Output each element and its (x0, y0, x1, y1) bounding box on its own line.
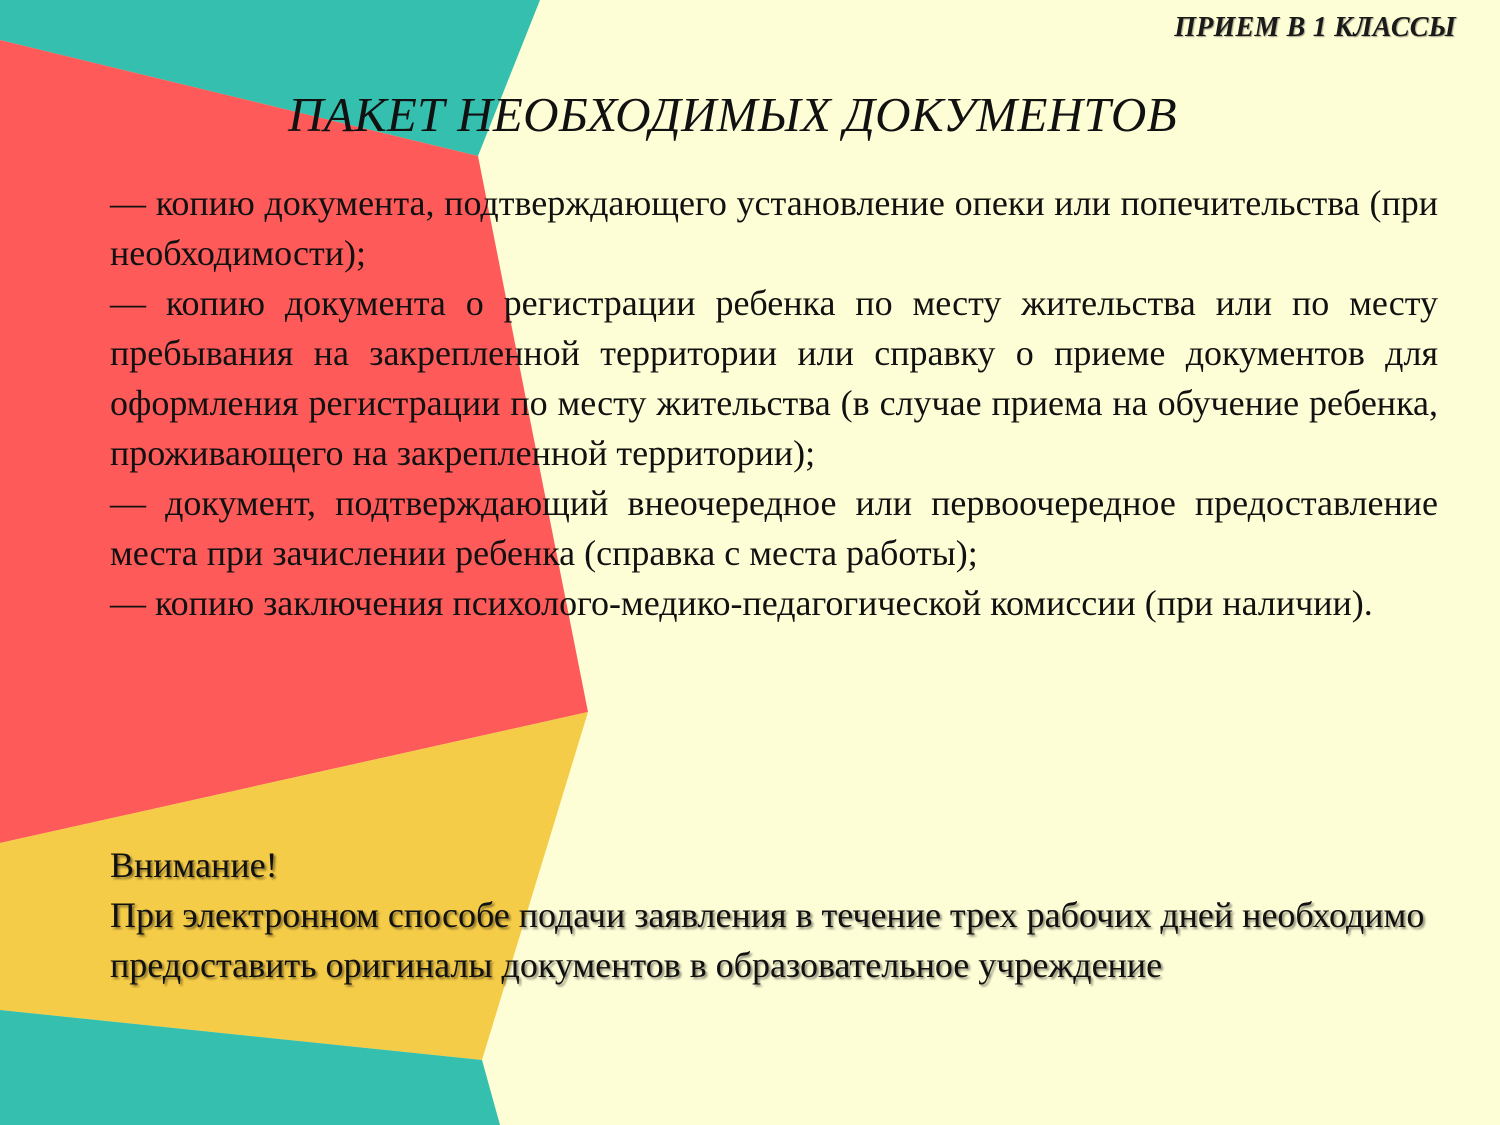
section-label: ПРИЕМ В 1 КЛАССЫ (1174, 12, 1456, 43)
notice-block (110, 840, 1450, 990)
notice-heading: Внимание! (110, 845, 278, 885)
notice-text: При электронном способе подачи заявления в течение трех рабочих дней необходимо предоставить оригиналы документов в образовательное учреждение (110, 895, 1425, 985)
document-item-priority: — документ, подтверждающий внеочередное или первоочередное предоставление места при зачислении ребенка (справка с места работы); (110, 483, 1438, 573)
document-item-registration: — копию документа о регистрации ребенка по месту жительства или по месту пребывания на закрепленной территории или справку о приеме документов для оформления регистрации по месту жительства (в случае приема на обучение ребенка, проживающего на закрепленной территории); (110, 283, 1438, 473)
document-list (110, 178, 1438, 628)
document-item-guardianship: — копию документа, подтверждающего установление опеки или попечительства (при необходимости); (110, 183, 1438, 273)
page-title: ПАКЕТ НЕОБХОДИМЫХ ДОКУМЕНТОВ (288, 87, 1177, 142)
document-item-commission: — копию заключения психолого-медико-педагогической комиссии (при наличии). (110, 583, 1373, 623)
